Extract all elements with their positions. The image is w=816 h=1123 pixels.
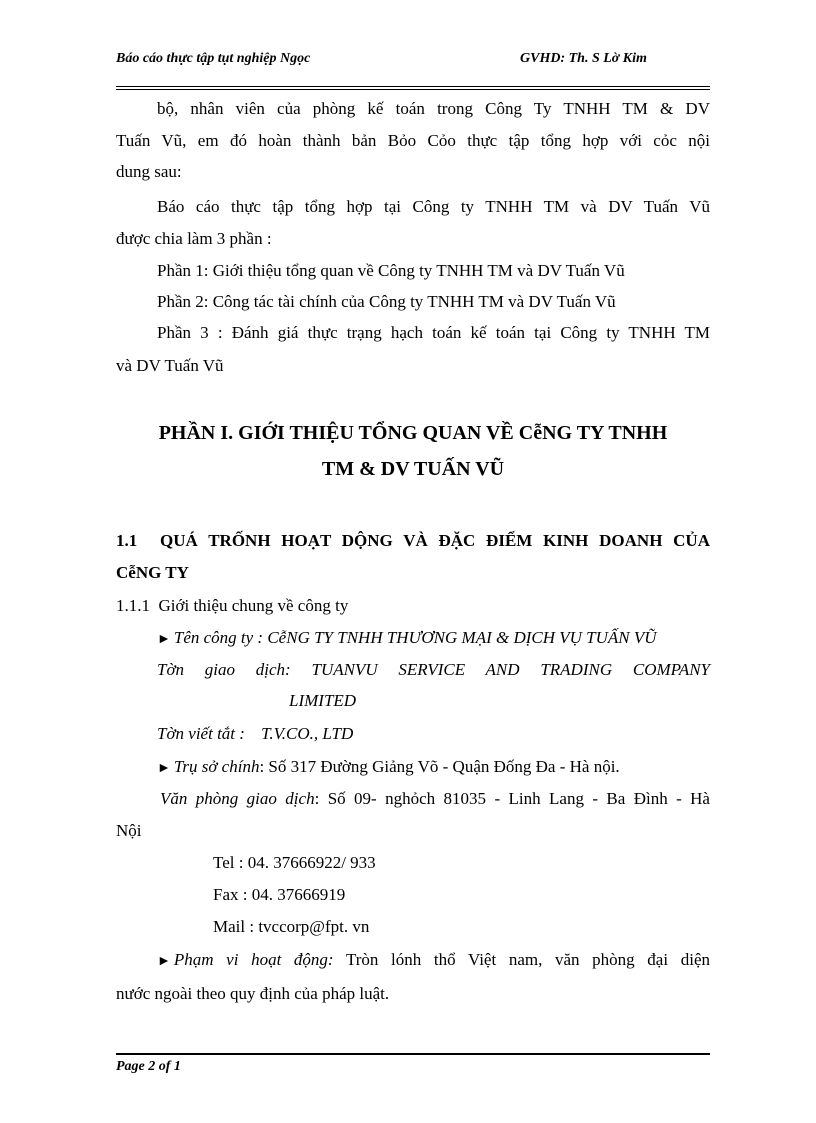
subsubsection-title: 1.1.1 Giới thiệu chung về công ty [116,596,349,615]
part-2-line: Phần 2: Công tác tài chính của Công ty TNHH TM và DV Tuấn Vũ [157,292,616,311]
intro-line-3: dung sau: [116,162,182,181]
header-rule-top [116,86,710,87]
part-3-line-cont: và DV Tuấn Vũ [116,356,224,375]
trade-name-value: TUANVU SERVICE AND TRADING COMPANY [311,660,711,679]
trade-name-row [157,659,710,681]
abbreviation-label: Tờn viết tắt : [157,724,245,743]
trade-name-value-cont: LIMITED [289,691,357,710]
office-label: Văn phòng giao dịch [160,789,315,808]
section-title-line-1: PHẦN I. GIỚI THIỆU TỔNG QUAN VỀ CễNG TY TNHH [158,422,668,444]
office-value: : Số 09- nghỏch 81035 - Linh Lang - Ba Đình - Hà [314,789,710,808]
intro-line-5: được chia làm 3 phần : [116,229,272,248]
intro-line-2: Tuấn Vũ, em đó hoàn thành bản Bỏo Cỏo thực tập tổng hợp với cỏc nội [116,131,710,150]
header-rule-bottom [116,89,710,90]
company-name-label: Tên công ty : [173,628,264,647]
fax: Fax : 04. 37666919 [213,885,346,904]
headquarters-row [157,756,620,780]
header-document-title: Báo cáo thực tập tụt nghiệp Ngọc [116,51,311,66]
office-value-cont: Nội [116,821,142,840]
bullet-triangle-icon: ► [157,954,171,969]
scope-row [157,949,710,973]
company-name-value: CễNG TY TNHH THƯƠNG MẠI & DỊCH VỤ TUẤN VŨ [267,628,657,647]
abbreviation-row [157,723,353,745]
scope-value-cont: nước ngoài theo quy định của pháp luật. [116,984,390,1003]
part-3-line: Phần 3 : Đánh giá thực trạng hạch toán kế toán tại Công ty TNHH TM [157,323,710,342]
subsection-title-line-2: CễNG TY [116,563,189,582]
section-title-line-2: TM & DV TUẤN VŨ [321,458,505,480]
scope-value: Tròn lónh thổ Việt nam, văn phòng đại diện [345,950,710,969]
footer-rule [116,1053,710,1055]
intro-line-1: bộ, nhân viên của phòng kế toán trong Công Ty TNHH TM & DV [157,99,710,118]
email: Mail : tvccorp@fpt. vn [213,917,370,936]
subsection-number: 1.1 [116,531,138,550]
trade-name-label: Tờn giao dịch: [157,660,291,679]
subsection-title-line-1: QUÁ TRỐNH HOẠT DỘNG VÀ ĐẶC ĐIỂM KINH DOANH CỦA [160,531,710,550]
intro-line-4: Báo cáo thực tập tổng hợp tại Công ty TNHH TM và DV Tuấn Vũ [157,197,710,216]
headquarters-value: : Số 317 Đường Giảng Võ - Quận Đống Đa - Hà nội. [259,757,620,776]
header-supervisor: GVHD: Th. S Lờ Kim [520,51,647,66]
telephone: Tel : 04. 37666922/ 933 [213,853,376,872]
page-number: Page 2 of 1 [116,1059,181,1074]
bullet-triangle-icon: ► [157,632,171,647]
headquarters-label: Trụ sở chính [173,757,260,776]
bullet-triangle-icon: ► [157,761,171,776]
part-1-line: Phần 1: Giới thiệu tổng quan về Công ty TNHH TM và DV Tuấn Vũ [157,261,625,280]
scope-label: Phạm vi hoạt động: [173,950,334,969]
company-name-row [157,627,657,651]
abbreviation-value: T.V.CO., LTD [261,724,354,743]
office-row [160,788,710,810]
